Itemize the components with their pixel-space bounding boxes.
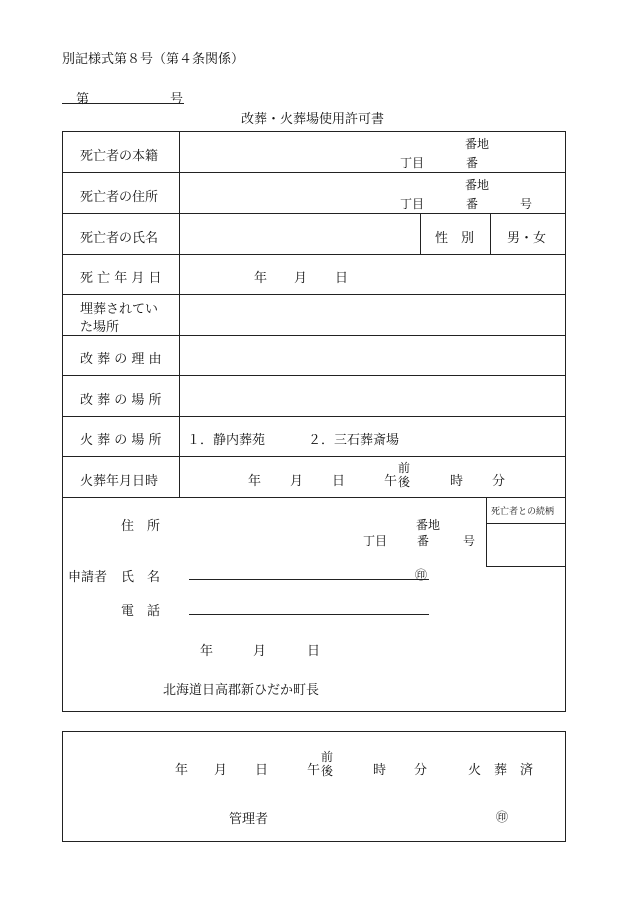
footer-nen: 年 (175, 763, 189, 778)
shibou-tsuki: 月 (294, 271, 308, 286)
row-line (62, 497, 566, 498)
shibou-hi: 日 (335, 271, 349, 286)
denwa-underline (189, 614, 429, 615)
kaso-fun: 分 (492, 474, 506, 489)
footer-zen: 前 (321, 750, 334, 764)
applicant-shimei-label: 氏 名 (121, 570, 161, 585)
kanrisha-label: 管理者 (229, 812, 269, 827)
kaso-option-2: ２．三石葬斎場 (308, 433, 400, 448)
applicant-chome: 丁目 (363, 534, 388, 548)
applicant-nen: 年 (200, 644, 214, 659)
shibou-label: 死 亡 年 月 日 (80, 271, 162, 286)
kaso-option-1: １．静内葬苑 (187, 433, 266, 448)
honseki-chome: 丁目 (400, 156, 425, 170)
riyu-label: 改 葬 の 理 由 (80, 352, 162, 367)
relation-box-left (486, 497, 487, 566)
row-line (62, 375, 566, 376)
shinseisha-label: 申請者 (68, 570, 108, 585)
maiso-label-line2: た場所 (80, 320, 120, 335)
footer-fun: 分 (414, 763, 428, 778)
applicant-ban: 番 (417, 534, 430, 548)
footer-zengo (321, 750, 333, 778)
form-number: 別記様式第８号（第４条関係） (62, 52, 245, 67)
jusho-label: 死亡者の住所 (80, 190, 159, 205)
jusho-ban: 番 (466, 197, 479, 211)
applicant-tsuki: 月 (253, 644, 267, 659)
kaso-go: 午 (384, 474, 398, 489)
kaso-zengo (398, 461, 410, 489)
kaso-ato: 後 (398, 475, 411, 489)
issuer: 北海道日高郡新ひだか町長 (163, 683, 320, 698)
row-line (62, 294, 566, 295)
kaso-ji: 時 (450, 474, 464, 489)
label-column-divider (179, 131, 180, 497)
footer-ato: 後 (321, 764, 334, 778)
applicant-hi: 日 (307, 644, 321, 659)
form-title: 改葬・火葬場使用許可書 (241, 112, 385, 127)
kaso-tsuki: 月 (290, 474, 304, 489)
shimei-label: 死亡者の氏名 (80, 231, 159, 246)
honseki-label: 死亡者の本籍 (80, 149, 159, 164)
applicant-go: 号 (463, 534, 476, 548)
relation-label: 死亡者との続柄 (491, 507, 555, 517)
jusho-banchi: 番地 (465, 178, 490, 192)
footer-hi: 日 (255, 763, 269, 778)
relation-box-mid (486, 523, 566, 524)
shimei-underline (189, 579, 429, 580)
applicant-jusho-label: 住 所 (121, 519, 161, 534)
number-go: 号 (170, 92, 184, 107)
row-line (62, 416, 566, 417)
applicant-seal: ㊞ (415, 568, 428, 582)
seibetsu-value: 男・女 (507, 231, 547, 246)
applicant-banchi: 番地 (416, 518, 441, 532)
row-line (62, 335, 566, 336)
honseki-ban: 番 (466, 156, 479, 170)
kanrisha-seal: ㊞ (496, 810, 509, 824)
row-line (62, 456, 566, 457)
row-line (62, 254, 566, 255)
gender-divider-right (490, 213, 491, 254)
honseki-banchi: 番地 (465, 137, 490, 151)
applicant-denwa-label: 電 話 (121, 604, 161, 619)
kaso-hi: 日 (332, 474, 346, 489)
footer-tsuki: 月 (214, 763, 228, 778)
kaso-zen: 前 (398, 461, 411, 475)
number-underline (62, 103, 184, 104)
seibetsu-label: 性 別 (435, 231, 475, 246)
kaso-nichiji-label: 火葬年月日時 (80, 474, 159, 489)
row-line (62, 172, 566, 173)
shibou-nen: 年 (254, 271, 268, 286)
kaso-basho-label: 火 葬 の 場 所 (80, 433, 162, 448)
jusho-chome: 丁目 (400, 197, 425, 211)
jusho-go: 号 (520, 197, 533, 211)
number-dai: 第 (76, 92, 90, 107)
basho-label: 改 葬 の 場 所 (80, 393, 162, 408)
footer-ji: 時 (373, 763, 387, 778)
maiso-label-line1: 埋葬されてい (80, 302, 159, 317)
footer-go: 午 (307, 763, 321, 778)
relation-box-bottom (486, 566, 566, 567)
footer-box (62, 731, 566, 842)
gender-divider-left (420, 213, 421, 254)
kaso-sumi: 火 葬 済 (468, 763, 534, 778)
kaso-nen: 年 (248, 474, 262, 489)
